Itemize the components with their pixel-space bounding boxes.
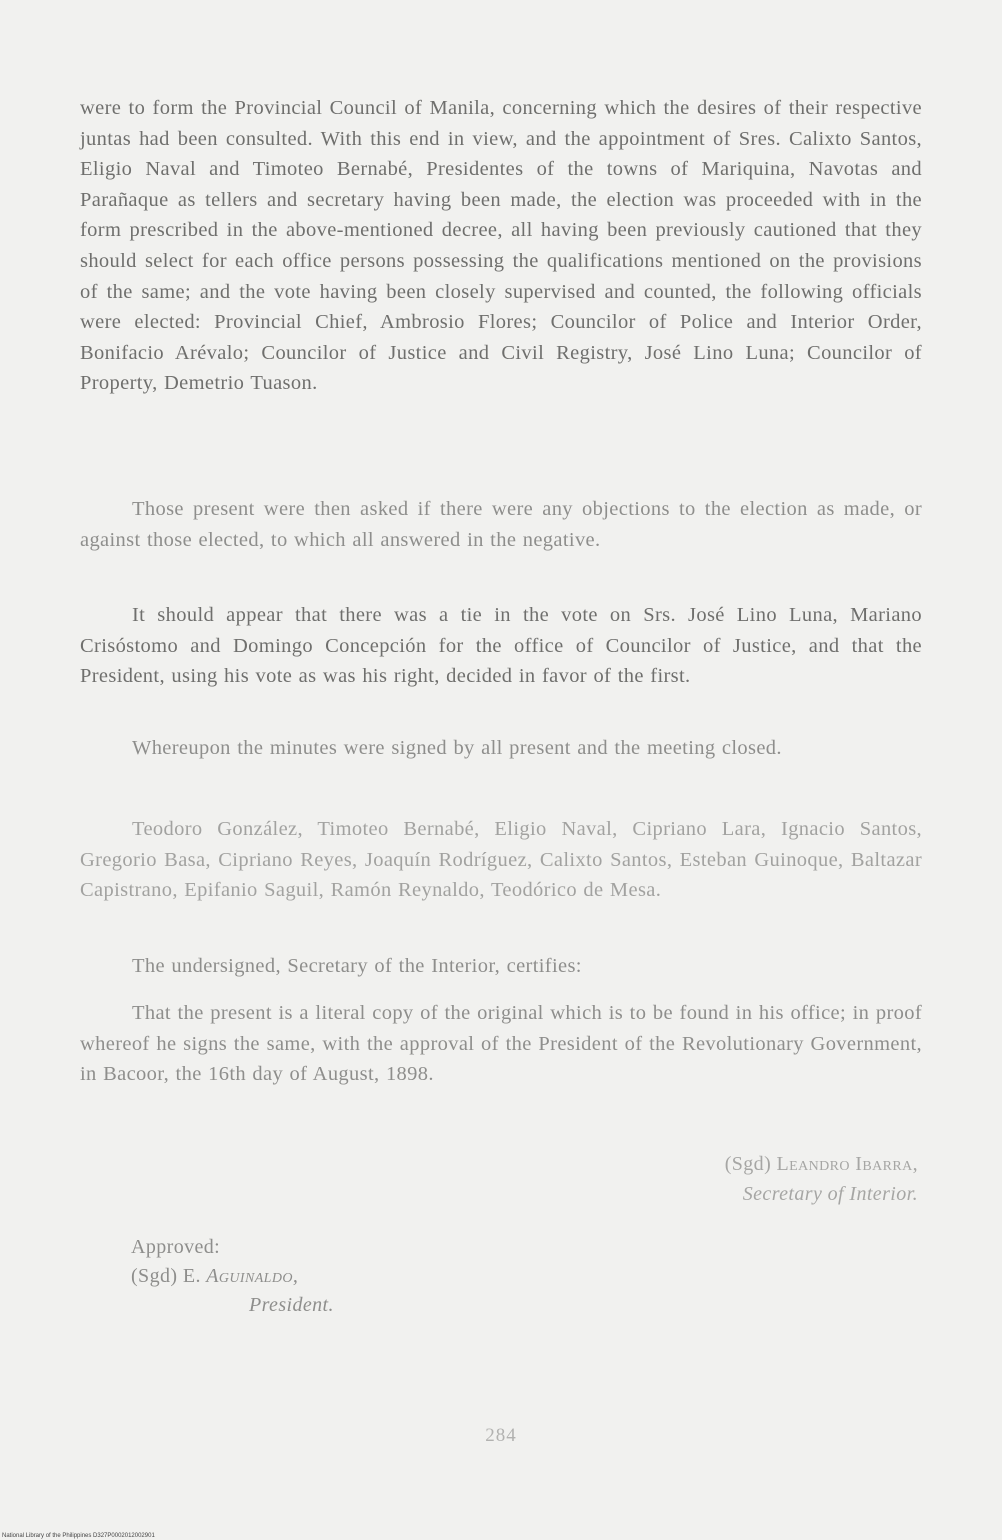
paragraph-election-proceedings: were to form the Provincial Council of Manila, concerning which the desires of their respective juntas had been consulted. With this end in view, and the appointment of Sres. Calixto Santos, Eligio Naval and Timoteo Bernabé, Presidentes of the towns of Mariquina, Navotas and Parañaque as tellers and secretary having been made, the election was proceeded with in the form prescribed in the above-mentioned decree, all having been previously cautioned that they should select for each office persons possessing the qualifications mentioned on the provisions of the same; and the vote having been closely supervised and counted, the following officials were elected: Provincial Chief, Ambrosio Flores; Councilor of Police and Interior Order, Bonifacio Arévalo; Councilor of Justice and Civil Registry, José Lino Luna; Councilor of Property, Demetrio Tuason. [80, 97, 922, 395]
paragraph-certification: That the present is a literal copy of the original which is to be found in his office; in proof whereof he signs the same, with the approval of the President of the Revolutionary Government, in Bacoor, the 16th day of August, 1898. [80, 1002, 922, 1086]
secretary-signature-line [725, 1149, 918, 1179]
approval-block [131, 1233, 334, 1320]
approval-title: President. [249, 1294, 334, 1316]
approval-signature-line [131, 1262, 334, 1291]
paragraph-minutes-signed: Whereupon the minutes were signed by all present and the meeting closed. [132, 737, 782, 759]
approval-sgd: (Sgd) E. [131, 1265, 201, 1287]
paragraph-objections: Those present were then asked if there were any objections to the election as made, or against those elected, to which all answered in the negative. [80, 498, 922, 551]
paragraph-certification-intro: The undersigned, Secretary of the Interior, certifies: [132, 955, 582, 977]
secretary-name: Leandro Ibarra, [776, 1153, 918, 1175]
paragraph-signatories: Teodoro González, Timoteo Bernabé, Eligio Naval, Cipriano Lara, Ignacio Santos, Gregorio Basa, Cipriano Reyes, Joaquín Rodríguez, Calixto Santos, Esteban Guinoque, Baltazar Capistrano, Epifanio Saguil, Ramón Reynaldo, Teodórico de Mesa. [80, 818, 922, 902]
approval-label: Approved: [131, 1236, 221, 1258]
secretary-signature [725, 1149, 918, 1209]
paragraph-tie-vote: It should appear that there was a tie in the vote on Srs. José Lino Luna, Mariano Crisóstomo and Domingo Concepción for the office of Councilor of Justice, and that the President, using his vote as was his right, decided in favor of the first. [80, 604, 922, 688]
archive-footer: National Library of the Philippines D327P0002012002901 [2, 1533, 155, 1539]
secretary-sgd: (Sgd) [724, 1153, 772, 1175]
secretary-title: Secretary of Interior. [742, 1183, 918, 1205]
approval-name: Aguinaldo, [206, 1265, 299, 1287]
page-number: 284 [485, 1425, 517, 1446]
